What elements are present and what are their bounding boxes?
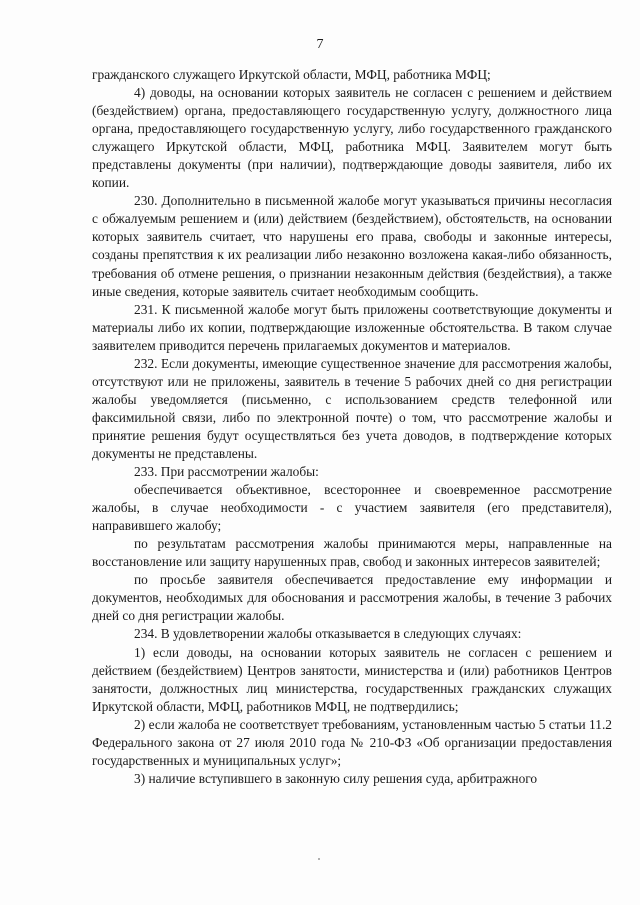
paragraph-234-item-3: 3) наличие вступившего в законную силу решения суда, арбитражного [134,770,538,786]
paragraph-232: 232. Если документы, имеющие существенное значение для рассмотрения жалобы, отсутствуют или не приложены, заявитель в течение 5 рабочих дней со дня регистрации жалобы уведомляется (письменно, с использованием средств телефонной или факсимильной связи, либо по электронной почте) о том, что рассмотрение жалобы и принятие решения будут осуществляться без учета доводов, в подтверждение которых документы не представлены. [92,355,612,461]
paragraph-continuation: гражданского служащего Иркутской области, МФЦ, работника МФЦ; [92,67,491,82]
paragraph-233-objective-review: обеспечивается объективное, всестороннее и своевременное рассмотрение жалобы, в случае необходимости - с участием заявителя (его представителя), направившего жалобу; [92,482,612,534]
paragraph-231: 231. К письменной жалобе могут быть приложены соответствующие документы и материалы либо их копии, подтверждающие изложенные обстоятельства. В таком случае заявителем приводится перечень прилагаемых документов и материалов. [92,301,612,353]
paragraph-233-information: по просьбе заявителя обеспечивается предоставление ему информации и документов, необходимых для обоснования и рассмотрения жалобы, в течение 3 рабочих дней со дня регистрации жалобы. [92,572,612,624]
paragraph-233-measures: по результатам рассмотрения жалобы принимаются меры, направленные на восстановление или защиту нарушенных прав, свобод и законных интересов заявителей; [92,536,612,570]
page-number: 7 [316,37,324,52]
paragraph-234-item-2: 2) если жалоба не соответствует требованиям, установленным частью 5 статьи 11.2 Федерального закона от 27 июля 2010 года № 210-ФЗ «Об организации предоставления государственных и муниципальных услуг»; [92,716,612,768]
paragraph-230: 230. Дополнительно в письменной жалобе могут указываться причины несогласия с обжалуемым решением и (или) действием (бездействием), обстоятельств, на основании которых заявитель считает, что нарушены его права, свободы и законные интересы, созданы препятствия к их реализации либо незаконно возложена какая-либо обязанность, требования об отмене решения, о признании незаконным действия (бездействия), а также иные сведения, которые заявитель считает необходимым сообщить. [92,193,612,299]
paragraph-item-4: 4) доводы, на основании которых заявитель не согласен с решением и действием (бездействием) органа, предоставляющего государственную услугу, должностного лица органа, предоставляющего государственную услугу, либо государственного гражданского служащего Иркутской области, МФЦ, работника МФЦ. Заявителем могут быть представлены документы (при наличии), подтверждающие доводы заявителя, либо их копии. [92,85,612,191]
scan-speck [318,858,320,860]
paragraph-233: 233. При рассмотрении жалобы: [134,464,319,480]
paragraph-234: 234. В удовлетворении жалобы отказывается в следующих случаях: [134,626,522,642]
document-body [92,66,612,788]
paragraph-234-item-1: 1) если доводы, на основании которых заявитель не согласен с решением и действием (бездействием) Центров занятости, министерства и (или) работников Центров занятости, должностных лиц министерства, государственных гражданских служащих Иркутской области, МФЦ, работников МФЦ, не подтвердились; [92,644,612,714]
